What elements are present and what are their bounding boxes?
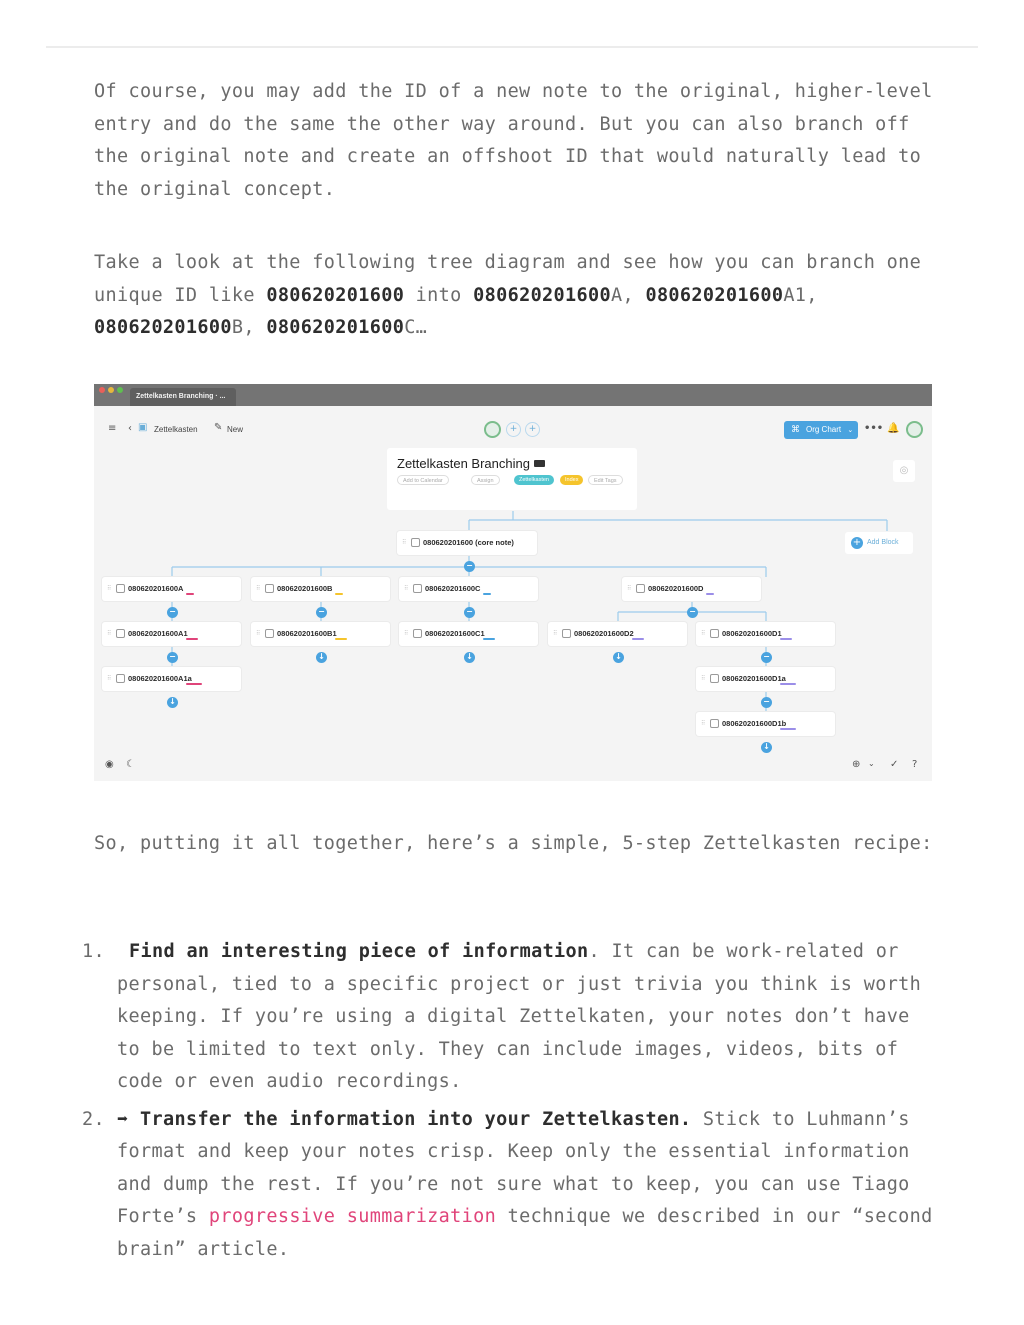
suffix-underline xyxy=(780,728,796,730)
step-2-title: Transfer the information into your Zettelkasten. xyxy=(140,1108,692,1130)
paragraph-branching-intro: Of course, you may add the ID of a new note to the original, higher-level entry and do the same the other way around. But you can also branch off the original note and create an offshoot ID that would naturally lead to the original concept. xyxy=(94,81,933,200)
node-a1a[interactable] xyxy=(102,667,241,691)
drag-handle-icon[interactable]: ⠿ xyxy=(627,586,632,592)
drag-handle-icon[interactable]: ⠿ xyxy=(107,676,112,682)
step-1-text: . It can be work-related or personal, tied to a specific project or just trivia you think is worth keeping. If you’re using a digital Zettelkaten, your notes don’t have to be limited to text only. They can include images, videos, bits of code or even audio recordings. xyxy=(117,941,922,1093)
suffix-underline xyxy=(706,593,714,595)
drag-handle-icon[interactable]: ⠿ xyxy=(404,586,409,592)
p2-text-e: B, xyxy=(231,317,267,339)
tag-index[interactable]: Index xyxy=(560,475,583,485)
list-item xyxy=(82,936,942,1099)
suffix-underline xyxy=(186,683,202,685)
plus-icon: + xyxy=(852,537,862,548)
org-chart-icon: ⌘ xyxy=(791,425,800,435)
globe-icon[interactable]: ⊕ xyxy=(852,759,861,770)
p2-text-c: A, xyxy=(610,284,646,306)
tag-zettelkasten[interactable]: Zettelkasten xyxy=(514,475,554,485)
palette-icon[interactable]: ◉ xyxy=(105,759,114,770)
moon-icon[interactable]: ☾ xyxy=(126,759,135,770)
add-member-icon[interactable]: + xyxy=(506,422,521,437)
menu-icon[interactable]: ≡ xyxy=(108,423,117,434)
collapse-b-icon[interactable]: − xyxy=(316,607,327,618)
node-c1-label: 080620201600C1 xyxy=(425,629,485,638)
expand-a1a-icon[interactable]: ↓ xyxy=(167,697,178,708)
add-to-calendar-button[interactable]: Add to Calendar xyxy=(397,475,449,485)
node-checkbox[interactable] xyxy=(636,584,645,593)
expand-d2-icon[interactable]: ↓ xyxy=(613,652,624,663)
add-block-label: Add Block xyxy=(867,539,899,546)
drag-handle-icon[interactable]: ⠿ xyxy=(701,676,706,682)
recipe-steps-list xyxy=(82,936,942,1271)
node-core-label: 080620201600 (core note) xyxy=(423,538,514,547)
check-icon[interactable]: ✓ xyxy=(890,759,899,770)
node-d2-label: 080620201600D2 xyxy=(574,629,634,638)
new-button[interactable]: New xyxy=(227,425,244,434)
node-a1[interactable] xyxy=(102,622,241,646)
node-checkbox[interactable] xyxy=(411,538,420,547)
chevron-down-icon[interactable]: ⌄ xyxy=(868,759,875,768)
drag-handle-icon[interactable]: ⠿ xyxy=(107,586,112,592)
p2-id-4: 080620201600 xyxy=(94,317,232,339)
drag-handle-icon[interactable]: ⠿ xyxy=(701,631,706,637)
p2-text-a: Take a look at the following tree diagram and see how you can branch one unique ID like xyxy=(94,252,922,306)
node-a1a-label: 080620201600A1a xyxy=(128,674,192,683)
node-checkbox[interactable] xyxy=(265,629,274,638)
node-d1b-label: 080620201600D1b xyxy=(722,719,787,728)
drag-handle-icon[interactable]: ⠿ xyxy=(256,586,261,592)
zettelkasten-tree-screenshot xyxy=(94,384,932,781)
node-d1b[interactable] xyxy=(696,712,835,736)
paragraph-recipe-intro: So, putting it all together, here’s a simple, 5-step Zettelkasten recipe: xyxy=(94,833,933,854)
collapse-a-icon[interactable]: − xyxy=(167,607,178,618)
breadcrumb-zettelkasten[interactable]: Zettelkasten xyxy=(154,425,198,434)
p2-id-5: 080620201600 xyxy=(266,317,405,339)
node-b1-label: 080620201600B1 xyxy=(277,629,337,638)
suffix-underline xyxy=(335,593,343,595)
node-checkbox[interactable] xyxy=(116,584,125,593)
p2-id-1: 080620201600 xyxy=(266,284,405,306)
p2-text-d: A1, xyxy=(783,284,818,306)
suffix-underline xyxy=(186,638,198,640)
node-c[interactable] xyxy=(399,577,538,601)
more-options-icon[interactable]: ••• xyxy=(864,423,884,434)
step-2-text-b: technique we described in our “second brain” article. xyxy=(117,1206,933,1260)
collapse-d-icon[interactable]: − xyxy=(687,607,698,618)
suffix-underline xyxy=(335,638,347,640)
list-item xyxy=(82,1104,942,1267)
add-block-button[interactable] xyxy=(845,532,913,554)
node-checkbox[interactable] xyxy=(116,629,125,638)
page-title-text: Zettelkasten Branching xyxy=(397,456,530,471)
window-tab[interactable]: Zettelkasten Branching · ... xyxy=(130,388,236,406)
suffix-underline xyxy=(483,593,491,595)
list-number: 1. xyxy=(82,941,105,962)
node-d[interactable] xyxy=(622,577,761,601)
expand-c1-icon[interactable]: ↓ xyxy=(464,652,475,663)
node-d-label: 080620201600D xyxy=(648,584,704,593)
node-checkbox[interactable] xyxy=(413,629,422,638)
add-guest-icon[interactable]: + xyxy=(525,422,540,437)
step-2-text-a: Stick to Luhmann’s format and keep your notes crisp. Keep only the essential information and dump the rest. If you’re not sure what to keep, you can use Tiago Forte’s xyxy=(117,1108,910,1228)
node-a-label: 080620201600A xyxy=(128,584,184,593)
list-number: 2. xyxy=(82,1108,105,1130)
suffix-underline xyxy=(780,638,792,640)
node-checkbox[interactable] xyxy=(413,584,422,593)
top-divider xyxy=(46,46,978,48)
drag-handle-icon[interactable]: ⠿ xyxy=(553,631,558,637)
org-chart-label: Org Chart xyxy=(806,425,842,434)
node-b-label: 080620201600B xyxy=(277,584,333,593)
node-checkbox[interactable] xyxy=(710,674,719,683)
collapse-header-icon[interactable]: ◎ xyxy=(893,460,915,482)
expand-b1-icon[interactable]: ↓ xyxy=(316,652,327,663)
drag-handle-icon[interactable]: ⠿ xyxy=(701,721,706,727)
node-checkbox[interactable] xyxy=(562,629,571,638)
p2-text-b: into xyxy=(404,284,474,306)
p2-text-f: C… xyxy=(404,317,428,339)
suffix-underline xyxy=(632,638,644,640)
help-icon[interactable]: ? xyxy=(912,759,918,770)
suffix-underline xyxy=(186,593,194,595)
folder-icon: ▣ xyxy=(138,422,148,433)
p2-id-3: 080620201600 xyxy=(645,284,784,306)
progressive-summarization-link[interactable]: progressive summarization xyxy=(208,1206,497,1228)
node-d1a[interactable] xyxy=(696,667,835,691)
collapse-a1-icon[interactable]: − xyxy=(167,652,178,663)
drag-handle-icon[interactable]: ⠿ xyxy=(107,631,112,637)
suffix-underline xyxy=(483,638,495,640)
node-a[interactable] xyxy=(102,577,241,601)
node-c1[interactable] xyxy=(399,622,538,646)
paragraph-tree-diagram-intro xyxy=(94,247,944,345)
drag-handle-icon[interactable]: ⠿ xyxy=(256,631,261,637)
node-d1[interactable] xyxy=(696,622,835,646)
node-checkbox[interactable] xyxy=(116,674,125,683)
collapse-d1a-icon[interactable]: − xyxy=(761,697,772,708)
p2-id-2: 080620201600 xyxy=(473,284,611,306)
node-b1[interactable] xyxy=(251,622,390,646)
suffix-underline xyxy=(780,683,796,685)
collapse-d1-icon[interactable]: − xyxy=(761,652,772,663)
node-checkbox[interactable] xyxy=(710,629,719,638)
edit-icon: ✎ xyxy=(214,422,223,433)
collapse-c-icon[interactable]: − xyxy=(464,607,475,618)
edit-tags-button[interactable]: Edit Tags xyxy=(588,475,623,485)
arrow-right-icon: ➡ xyxy=(117,1108,129,1130)
node-core[interactable] xyxy=(397,531,537,555)
node-d1-label: 080620201600D1 xyxy=(722,629,782,638)
chevron-down-icon: ⌄ xyxy=(847,426,854,434)
expand-d1b-icon[interactable]: ↓ xyxy=(761,742,772,753)
collapse-core-icon[interactable]: − xyxy=(464,561,475,572)
drag-handle-icon[interactable]: ⠿ xyxy=(404,631,409,637)
node-d1a-label: 080620201600D1a xyxy=(722,674,786,683)
assign-button[interactable]: Assign xyxy=(471,475,500,485)
step-1-title: Find an interesting piece of information xyxy=(129,941,589,962)
node-a1-label: 080620201600A1 xyxy=(128,629,188,638)
drag-handle-icon[interactable]: ⠿ xyxy=(402,540,407,546)
node-checkbox[interactable] xyxy=(265,584,274,593)
node-b[interactable] xyxy=(251,577,390,601)
bell-icon[interactable]: 🔔 xyxy=(887,423,900,434)
node-d2[interactable] xyxy=(548,622,687,646)
node-checkbox[interactable] xyxy=(710,719,719,728)
chevron-left-icon[interactable]: ‹ xyxy=(128,423,132,434)
node-c-label: 080620201600C xyxy=(425,584,481,593)
